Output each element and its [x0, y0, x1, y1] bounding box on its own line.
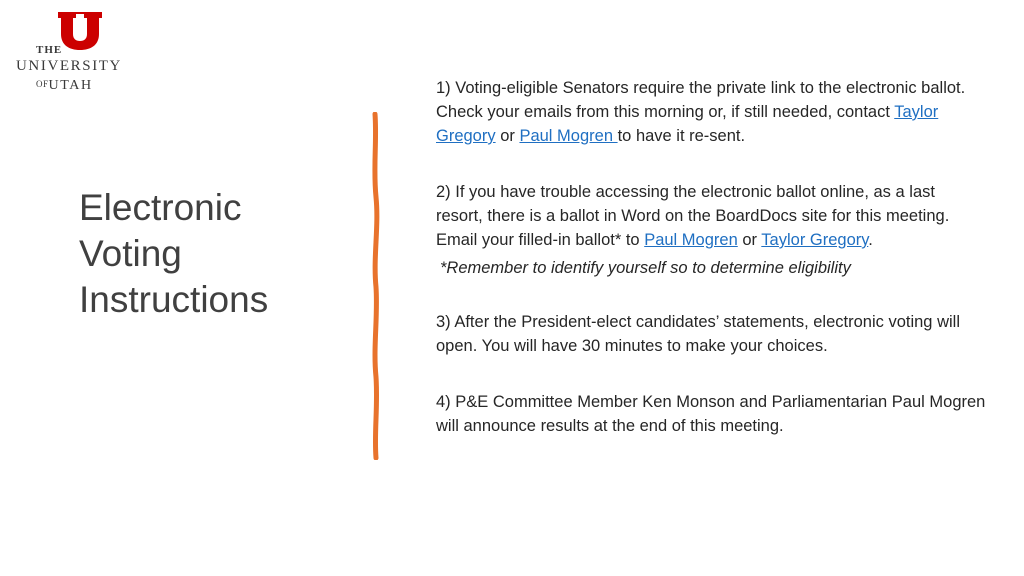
instruction-1-text-a: 1) Voting-eligible Senators require the private link to the electronic ballot. Check your emails from this morning or, if still needed, contact — [436, 79, 966, 121]
page-title-line-2: Voting — [79, 233, 182, 274]
eligibility-note: *Remember to identify yourself so to determine eligibility — [440, 259, 851, 277]
link-paul-mogren[interactable]: Paul Mogren — [644, 231, 738, 249]
page-title — [79, 185, 339, 323]
university-of-utah-logo — [14, 12, 130, 94]
logo-text-of: OF — [36, 79, 49, 89]
logo-text-university: UNIVERSITY — [16, 58, 122, 74]
link-taylor-gregory[interactable]: Taylor Gregory — [436, 103, 939, 145]
block-u-icon — [58, 12, 102, 50]
instruction-2-text-b: or — [737, 231, 762, 249]
logo-text-of-utah — [36, 76, 93, 94]
logo-text-utah: UTAH — [48, 78, 93, 93]
instruction-1-text-b: or — [495, 127, 520, 145]
instruction-1-text-c: to have it re-sent. — [617, 127, 746, 145]
instruction-item-4: 4) P&E Committee Member Ken Monson and Parliamentarian Paul Mogren will announce results at the end of this meeting. — [436, 393, 986, 435]
logo-text-the: THE — [36, 44, 63, 56]
link-taylor-gregory[interactable]: Taylor Gregory — [761, 231, 869, 249]
instruction-item-1 — [436, 76, 986, 148]
page-title-line-3: Instructions — [79, 279, 269, 320]
instruction-2-text-a: 2) If you have trouble accessing the electronic ballot online, as a last resort, there is a ballot in Word on the BoardDocs site for this meeting. Email your filled-in ballot* to — [436, 183, 950, 249]
vertical-divider — [366, 112, 386, 460]
instruction-item-2 — [436, 180, 986, 252]
instructions-list — [436, 76, 986, 438]
page-title-line-1: Electronic — [79, 187, 242, 228]
instruction-item-3: 3) After the President-elect candidates’ statements, electronic voting will open. You will have 30 minutes to make your choices. — [436, 313, 960, 355]
link-paul-mogren[interactable]: Paul Mogren — [519, 127, 618, 145]
instruction-2-text-c: . — [868, 231, 873, 249]
